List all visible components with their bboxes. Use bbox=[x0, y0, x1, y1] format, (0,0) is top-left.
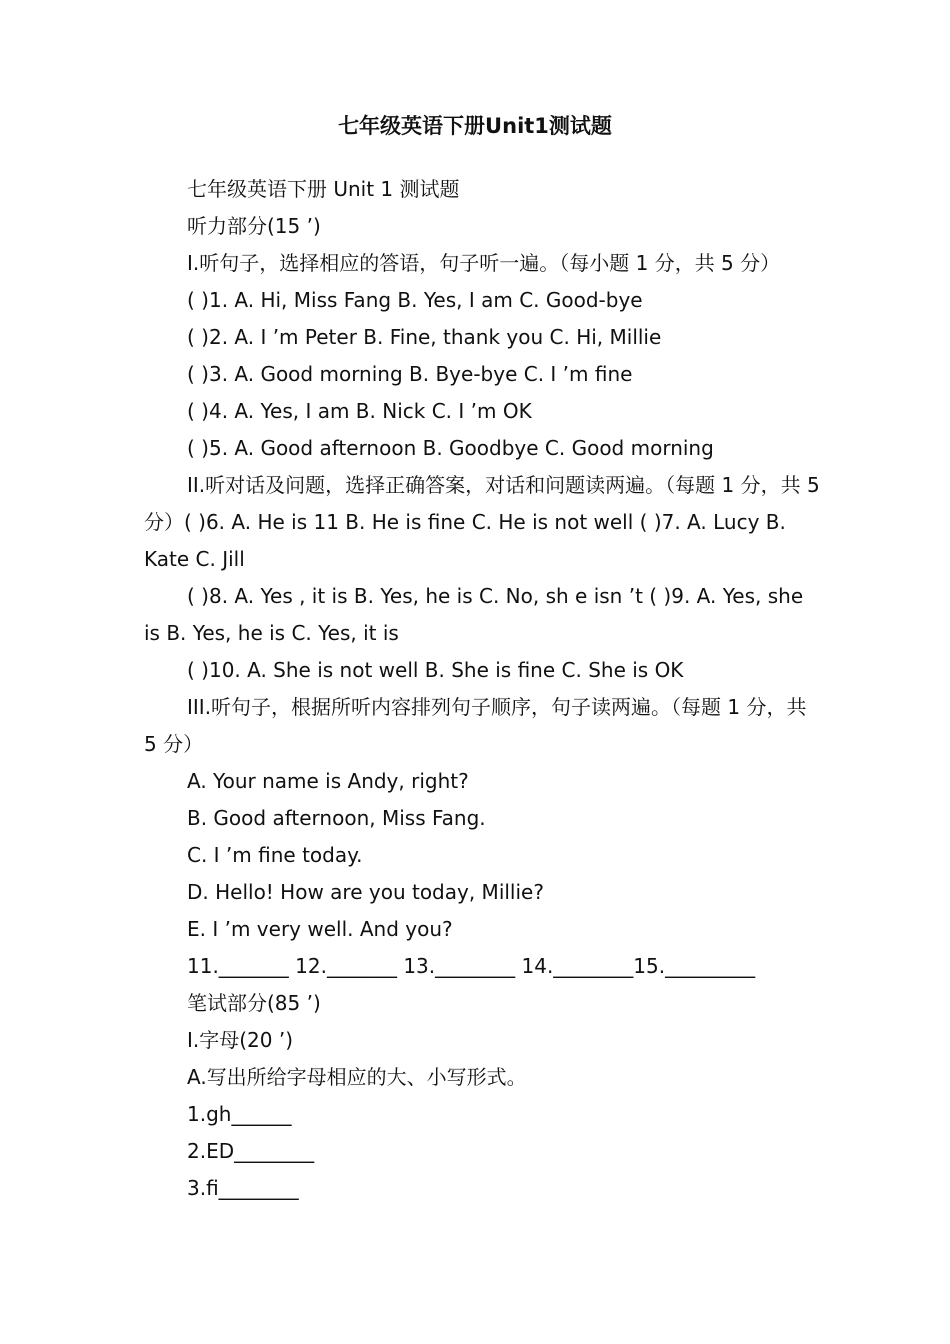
document-title: 七年级英语下册Unit1测试题 bbox=[338, 114, 612, 138]
sentence-b: B. Good afternoon, Miss Fang. bbox=[187, 806, 486, 830]
sentence-e: E. I ’m very well. And you? bbox=[187, 917, 453, 941]
question-10: ( )10. A. She is not well B. She is fine C. She is OK bbox=[187, 658, 684, 682]
questions-8-9: ( )8. A. Yes , it is B. Yes, he is C. No, sh e isn ’t ( )9. A. Yes, she is B. Yes, he is C. Yes, it is bbox=[144, 584, 804, 645]
sentence-c: C. I ’m fine today. bbox=[187, 843, 363, 867]
part-1-instructions: I.听句子，选择相应的答语，句子听一遍。（每小题 1 分，共 5 分） bbox=[187, 251, 781, 275]
subtitle-line: 七年级英语下册 Unit 1 测试题 bbox=[187, 177, 460, 201]
answer-blanks-11-15: 11._______ 12._______ 13.________ 14.________15._________ bbox=[187, 954, 756, 978]
letter-item-3: 3.fi________ bbox=[187, 1176, 299, 1200]
letter-item-1: 1.gh______ bbox=[187, 1102, 292, 1126]
part-letters-heading: I.字母(20 ’) bbox=[187, 1028, 294, 1052]
section-heading-written: 笔试部分(85 ’) bbox=[187, 991, 321, 1015]
question-2: ( )2. A. I ’m Peter B. Fine, thank you C. Hi, Millie bbox=[187, 325, 662, 349]
part-3-instructions: III.听句子，根据所听内容排列句子顺序，句子读两遍。（每题 1 分，共 5 分） bbox=[144, 695, 807, 756]
letter-item-2: 2.ED________ bbox=[187, 1139, 315, 1163]
part-2-instructions-and-questions: II.听对话及问题，选择正确答案，对话和问题读两遍。（每题 1 分，共 5 分）( )6. A. He is 11 B. He is fine C. He is not well ( )7. A. Lucy B. Kate C. Jill bbox=[144, 473, 820, 571]
document-body bbox=[144, 171, 824, 1207]
question-5: ( )5. A. Good afternoon B. Goodbye C. Good morning bbox=[187, 436, 714, 460]
sentence-a: A. Your name is Andy, right? bbox=[187, 769, 469, 793]
part-a-instructions: A.写出所给字母相应的大、小写形式。 bbox=[187, 1065, 527, 1089]
question-3: ( )3. A. Good morning B. Bye-bye C. I ’m fine bbox=[187, 362, 633, 386]
sentence-d: D. Hello! How are you today, Millie? bbox=[187, 880, 544, 904]
question-4: ( )4. A. Yes, I am B. Nick C. I ’m OK bbox=[187, 399, 532, 423]
section-heading-listening: 听力部分(15 ’) bbox=[187, 214, 321, 238]
question-1: ( )1. A. Hi, Miss Fang B. Yes, I am C. Good-bye bbox=[187, 288, 643, 312]
